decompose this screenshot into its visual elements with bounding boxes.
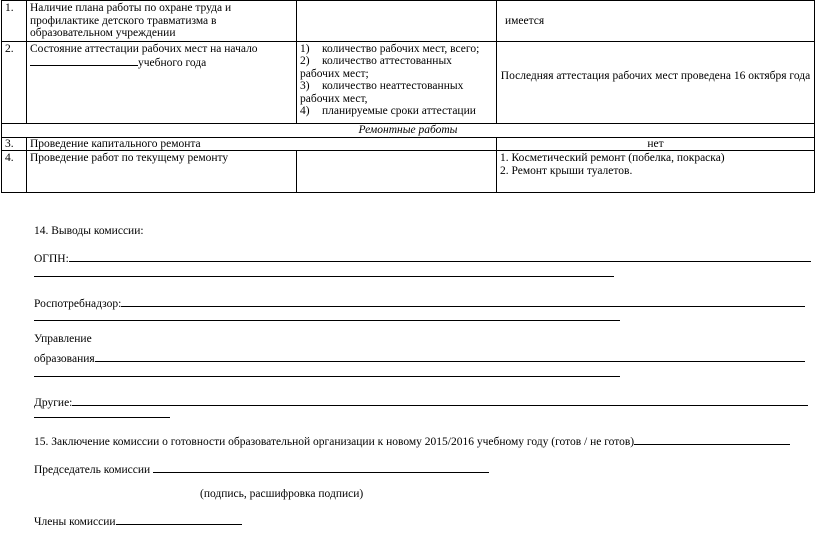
ogpn-label: ОГПН:: [34, 253, 69, 265]
result-cell: [497, 151, 815, 193]
result-text: имеется: [505, 14, 545, 27]
upravlenie-field-line2[interactable]: [34, 376, 620, 377]
section-row: [2, 123, 815, 137]
rospotreb-line: [34, 296, 805, 310]
result-cell: [497, 41, 815, 123]
conclusions-heading: 14. Выводы комиссии:: [34, 225, 144, 237]
readiness-field[interactable]: [634, 434, 790, 445]
upravlenie-field[interactable]: [95, 351, 805, 362]
result-text: 1. Косметический ремонт (побелка, покраска): [500, 152, 725, 164]
row-number: 1.: [2, 1, 27, 42]
criterion-text: Состояние аттестации рабочих мест на начало: [30, 42, 258, 55]
indicator-cell: [297, 1, 497, 42]
indicator-cell: [297, 151, 497, 193]
item15-text: 15. Заключение комиссии о готовности образовательной организации к новому 2015/2016 учебному году (готов / не готов): [34, 436, 635, 448]
upravlenie-label-1: Управление: [34, 333, 92, 345]
row-number: 2.: [2, 41, 27, 123]
members-field[interactable]: [116, 514, 242, 525]
chairman-label: Председатель комиссии: [34, 464, 151, 476]
ogpn-field[interactable]: [69, 251, 811, 262]
drugie-field-line2[interactable]: [34, 417, 170, 418]
result-cell: [497, 1, 815, 42]
drugie-label: Другие:: [34, 397, 73, 409]
table-row: [2, 137, 815, 151]
chairman-signature-field[interactable]: [153, 462, 489, 473]
members-line: [34, 514, 242, 528]
indicator-item: 1) количество рабочих мест, всего;: [300, 42, 480, 55]
criterion-cell: Проведение работ по текущему ремонту: [27, 151, 297, 193]
rospotreb-label: Роспотребнадзор:: [34, 298, 122, 310]
table-row: [2, 41, 815, 123]
signature-hint: (подпись, расшифровка подписи): [200, 488, 364, 500]
criterion-cell: Наличие плана работы по охране труда и профилактике детского травматизма в образовательном учреждении: [27, 1, 297, 42]
result-text: Последняя аттестация рабочих мест проведена 16 октября года: [500, 69, 811, 82]
criterion-cell: [27, 41, 297, 123]
table-row: [2, 1, 815, 42]
indicator-item: 3) количество неаттестованных рабочих мест,: [300, 80, 464, 105]
drugie-field[interactable]: [72, 395, 808, 406]
ogpn-line: [34, 251, 811, 265]
item15-line: [34, 434, 790, 448]
indicator-cell: [297, 41, 497, 123]
upravlenie-label-2: образования: [34, 353, 95, 365]
members-label: Члены комиссии: [34, 516, 116, 528]
chairman-line: [34, 462, 489, 476]
row-number: 3.: [2, 137, 27, 151]
ogpn-field-line2[interactable]: [34, 276, 614, 277]
rospotreb-field-line2[interactable]: [34, 320, 620, 321]
year-blank: [30, 55, 138, 66]
indicator-item: 2) количество аттестованных рабочих мест;: [300, 55, 452, 80]
result-text: 2. Ремонт крыши туалетов.: [500, 164, 633, 177]
upravlenie-line: [34, 351, 805, 365]
rospotreb-field[interactable]: [121, 296, 805, 307]
section-title: Ремонтные работы: [2, 123, 815, 137]
row-number: 4.: [2, 151, 27, 193]
inspection-table: [1, 0, 815, 193]
criterion-suffix: учебного года: [138, 57, 207, 69]
criterion-cell: Проведение капитального ремонта: [27, 137, 497, 151]
result-cell: нет: [497, 137, 815, 151]
drugie-line: [34, 395, 808, 409]
table-row: [2, 151, 815, 193]
indicator-item: 4) планируемые сроки аттестации: [300, 105, 476, 117]
